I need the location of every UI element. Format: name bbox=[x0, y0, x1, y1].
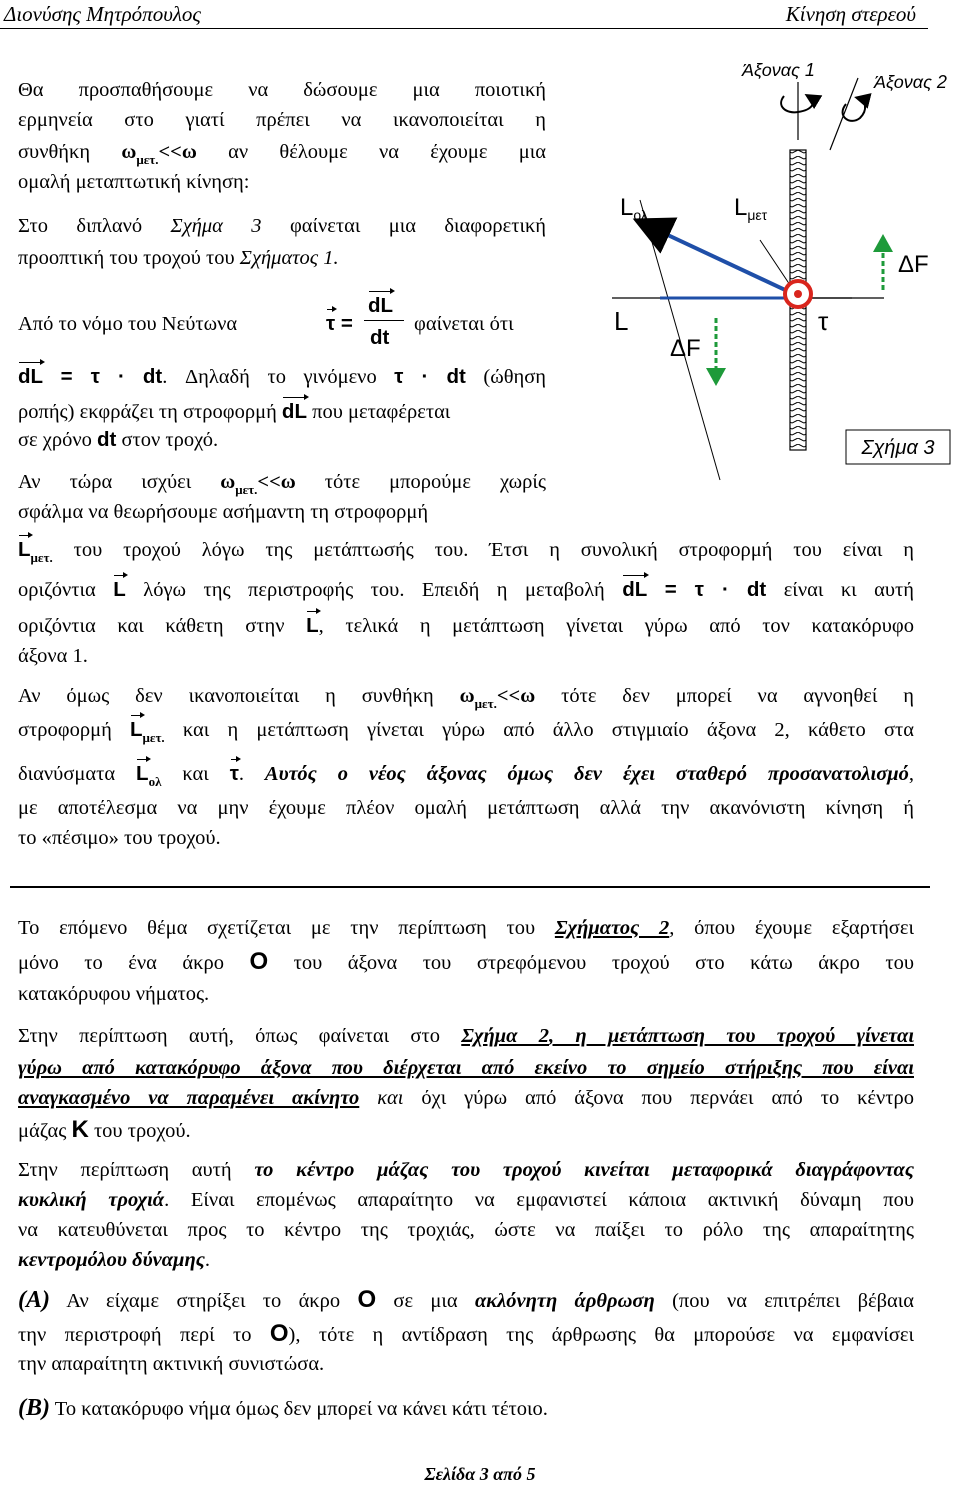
axis2-line bbox=[830, 78, 858, 150]
page-footer: Σελίδα 3 από 5 bbox=[424, 1464, 536, 1484]
p1-line2: ερμηνεία στο γιατί πρέπει να ικανοποιείται η bbox=[18, 109, 546, 131]
p3-line2: dL = τ · dt. Δηλαδή το γινόμενο τ · dt (ώθηση bbox=[18, 365, 547, 388]
p5-line5: το «πέσιμο» του τροχού. bbox=[18, 827, 221, 849]
p4-line4: οριζόντια L λόγω της περιστροφής του. Επειδή η μεταβολή dL = τ · dt είναι κι αυτή bbox=[18, 578, 915, 601]
p5-line2: στροφορμή $L_{\mu\varepsilon\tau.}$ και η μετάπτωση γίνεται γύρω από άλλο στιγμιαίο άξονα 2, κάθετο στα bbox=[18, 718, 915, 745]
L-ol-arrow bbox=[640, 222, 798, 296]
p9-line1: (Α) Αν είχαμε στηρίξει το άκρο Ο σε μια ακλόνητη άρθρωση (που να επιτρέπει βέβαια bbox=[18, 1286, 915, 1313]
p5-line3: διανύσματα $L_{o\lambda}$ και τ. Αυτός ο νέος άξονας όμως δεν έχει σταθερό προσανατολισμό, bbox=[18, 762, 915, 789]
axis1-label: Άξονας 1 bbox=[742, 60, 815, 80]
header-rule bbox=[0, 28, 928, 29]
p4-line5: οριζόντια και κάθετη στην L, τελικά η μετάπτωση γίνεται γύρω από τον κατακόρυφο bbox=[18, 614, 915, 637]
p8-line4: κεντρομόλου δύναμης. bbox=[18, 1249, 210, 1271]
frac-numerator: dL bbox=[368, 294, 394, 317]
p6-line1: Το επόμενο θέμα σχετίζεται με την περίπτωση του Σχήματος 2, όπου έχουμε εξαρτήσει bbox=[18, 917, 914, 939]
p5-line1: Αν όμως δεν ικανοποιείται η συνθήκη $\omega_{\mu\varepsilon\tau.}<<\omega$ τότε δεν μπορεί να αγνοηθεί η bbox=[18, 685, 915, 711]
figure-caption: Σχήμα 3 bbox=[861, 437, 935, 459]
p1-line4: ομαλή μεταπτωτική κίνηση: bbox=[18, 171, 250, 193]
p7-line4: μάζας K του τροχού. bbox=[18, 1116, 191, 1143]
p8-line1: Στην περίπτωση αυτή το κέντρο μάζας του τροχού κινείται μεταφορικά διαγράφοντας bbox=[18, 1159, 914, 1181]
L-met-label: $L_{\mu\varepsilon\tau}$ bbox=[734, 194, 768, 223]
tau-symbol: τ = bbox=[326, 312, 353, 335]
p9-line2: την περιστροφή περί το Ο), τότε η αντίδραση της άρθρωσης θα μπορούσε να εμφανίσει bbox=[18, 1320, 914, 1347]
p4-line2: σφάλμα να θεωρήσουμε ασήμαντη τη στροφορμή bbox=[18, 501, 429, 523]
p4-line3: $L_{\mu\varepsilon\tau.}$ του τροχού λόγω της μετάπτωσής του. Έτσι η συνολική στροφορμή του είναι η bbox=[18, 538, 915, 565]
p10-line1: (Β) Το κατακόρυφο νήμα όμως δεν μπορεί να κάνει κάτι τέτοιο. bbox=[18, 1395, 548, 1421]
dF-label-right: ΔF bbox=[898, 251, 929, 278]
p5-line4: με αποτέλεσμα να μην έχουμε πλέον ομαλή μετάπτωση αλλά την ακανόνιστη κίνηση ή bbox=[18, 797, 914, 819]
p3-line4: σε χρόνο dt στον τροχό. bbox=[18, 428, 219, 451]
L-ol-label: $L_{o\lambda}$ bbox=[620, 194, 648, 223]
p3-line1-right: φαίνεται ότι bbox=[414, 313, 514, 335]
p8-line3: να κατευθύνεται προς το κέντρο της τροχιάς, ώστε να παίξει το ρόλο της απαραίτητης bbox=[18, 1219, 914, 1241]
L-label: L bbox=[614, 306, 629, 336]
header-author: Διονύσης Μητρόπουλος bbox=[4, 2, 201, 26]
p2-line1: Στο διπλανό Σχήμα 3 φαίνεται μια διαφορετική bbox=[18, 215, 547, 237]
p2-line2: προοπτική του τροχού του Σχήματος 1. bbox=[18, 247, 339, 269]
dF-label-left: ΔF bbox=[670, 335, 701, 362]
p4-line1: Αν τώρα ισχύει $\omega_{\mu\varepsilon\tau.}<<\omega$ τότε μπορούμε χωρίς bbox=[18, 471, 546, 497]
figure-3 bbox=[560, 52, 960, 502]
frac-denominator: dt bbox=[370, 326, 390, 349]
axis1-rotation-arrow bbox=[781, 96, 813, 112]
p7-line1: Στην περίπτωση αυτή, όπως φαίνεται στο Σχήμα 2, η μετάπτωση του τροχού γίνεται bbox=[18, 1025, 915, 1047]
p4-line6: άξονα 1. bbox=[18, 645, 88, 667]
frac-bar bbox=[364, 320, 404, 321]
p3-line1-left: Από το νόμο του Νεύτωνα bbox=[18, 313, 238, 335]
tau-label: τ bbox=[818, 306, 829, 336]
section-separator bbox=[10, 886, 930, 888]
header-topic: Κίνηση στερεού bbox=[785, 2, 916, 26]
p8-line2: κυκλική τροχιά. Είναι επομένως απαραίτητο να εμφανιστεί κάποια ακτινική δύναμη που bbox=[18, 1189, 914, 1211]
p3-line3: ροπής) εκφράζει τη στροφορμή dL που μεταφέρεται bbox=[18, 400, 451, 423]
p6-line3: κατακόρυφου νήματος. bbox=[18, 983, 210, 1005]
p6-line2: μόνο το ένα άκρο Ο του άξονα του στρεφόμενου τροχού στο κάτω άκρο του bbox=[18, 948, 914, 975]
p1-line3: συνθήκη $\omega_{\mu\varepsilon\tau.}<<\omega$ αν θέλουμε να έχουμε μια bbox=[18, 141, 547, 167]
p1-line1: Θα προσπαθήσουμε να δώσουμε μια ποιοτική bbox=[18, 79, 546, 101]
p9-line3: την απαραίτητη ακτινική συνιστώσα. bbox=[18, 1353, 325, 1375]
p7-line2: γύρω από κατακόρυφο άξονα που διέρχεται από εκείνο το σημείο στήριξης που είναι bbox=[18, 1057, 914, 1079]
p7-line3: αναγκασμένο να παραμένει ακίνητο και όχι γύρω από άξονα που περνάει από το κέντρο bbox=[18, 1087, 915, 1109]
axis2-label: Άξονας 2 bbox=[874, 72, 947, 92]
